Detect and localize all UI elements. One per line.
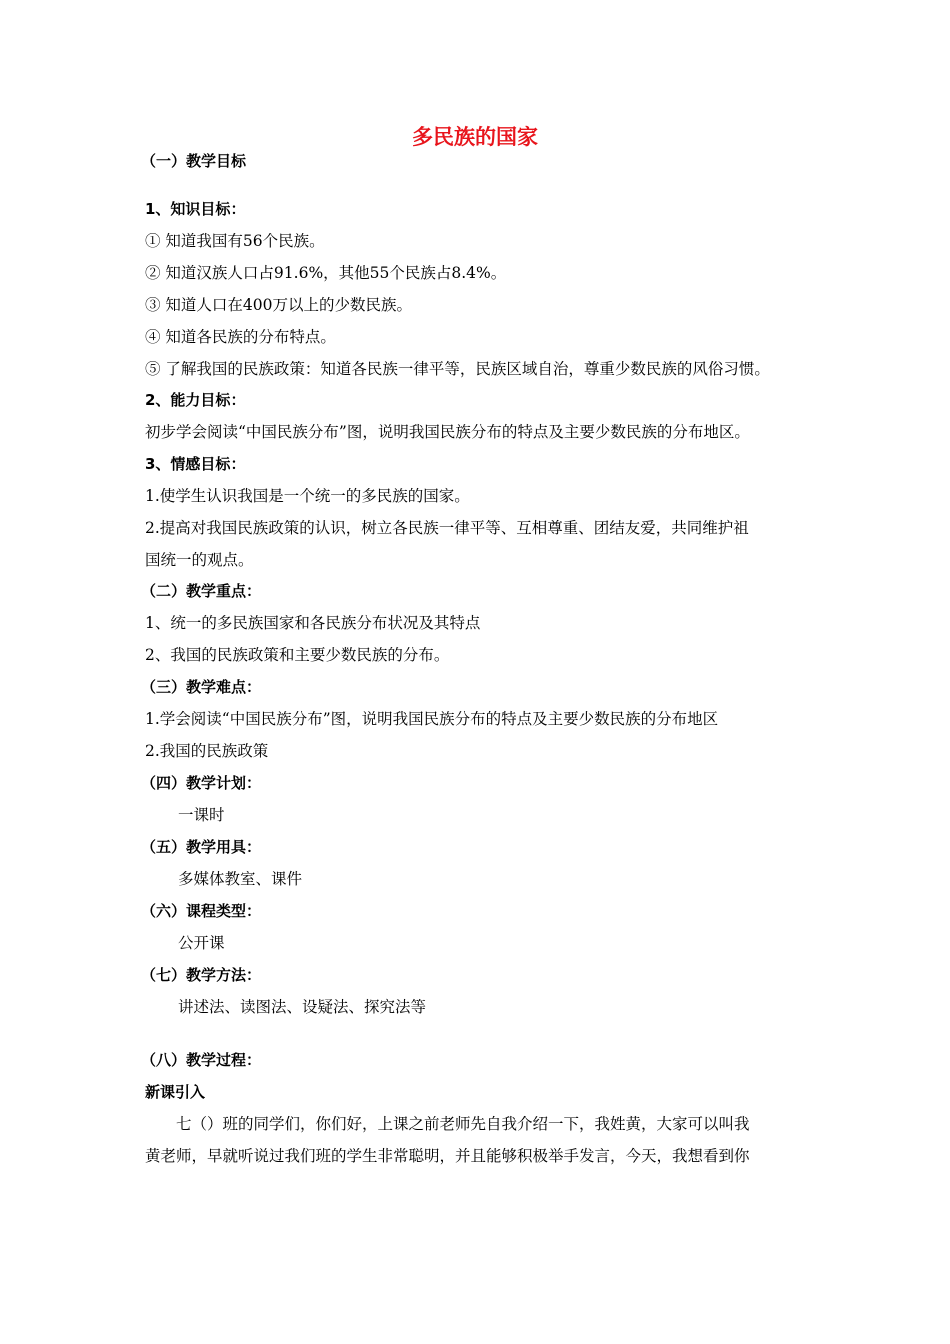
knowledge-item-2: ② 知道汉族人口占91.6%，其他55个民族占8.4%。 xyxy=(145,264,507,282)
section-heading-objectives: （一）教学目标 xyxy=(141,152,247,170)
subheading-introduction: 新课引入 xyxy=(145,1083,206,1101)
section-heading-tools: （五）教学用具： xyxy=(141,838,262,856)
methods-text: 讲述法、读图法、设疑法、探究法等 xyxy=(178,998,427,1016)
difficulty-2: 2.我国的民族政策 xyxy=(145,742,269,760)
key-point-1: 1、统一的多民族国家和各民族分布状况及其特点 xyxy=(145,614,481,632)
section-heading-course-type: （六）课程类型： xyxy=(141,902,262,920)
key-point-2: 2、我国的民族政策和主要少数民族的分布。 xyxy=(145,646,450,664)
section-heading-process: （八）教学过程： xyxy=(141,1051,262,1069)
emotion-item-2-cont: 国统一的观点。 xyxy=(145,551,254,569)
section-heading-key-points: （二）教学重点： xyxy=(141,582,262,600)
subheading-knowledge: 1、知识目标： xyxy=(145,200,246,218)
knowledge-item-1: ① 知道我国有56个民族。 xyxy=(145,232,325,250)
difficulty-1: 1.学会阅读“中国民族分布”图，说明我国民族分布的特点及主要少数民族的分布地区 xyxy=(145,710,719,728)
emotion-item-2: 2.提高对我国民族政策的认识，树立各民族一律平等、互相尊重、团结友爱，共同维护祖 xyxy=(145,519,749,537)
section-heading-plan: （四）教学计划： xyxy=(141,774,262,792)
introduction-paragraph-line-2: 黄老师，早就听说过我们班的学生非常聪明，并且能够积极举手发言，今天，我想看到你 xyxy=(145,1147,750,1165)
knowledge-item-4: ④ 知道各民族的分布特点。 xyxy=(145,328,336,346)
knowledge-item-5: ⑤ 了解我国的民族政策：知道各民族一律平等，民族区域自治，尊重少数民族的风俗习惯。 xyxy=(145,360,770,378)
plan-text: 一课时 xyxy=(178,806,225,824)
course-type-text: 公开课 xyxy=(178,934,225,952)
ability-text: 初步学会阅读“中国民族分布”图，说明我国民族分布的特点及主要少数民族的分布地区。 xyxy=(145,423,750,441)
document-title: 多民族的国家 xyxy=(412,125,538,149)
section-heading-methods: （七）教学方法： xyxy=(141,966,262,984)
subheading-emotion: 3、情感目标： xyxy=(145,455,246,473)
tools-text: 多媒体教室、课件 xyxy=(178,870,303,888)
subheading-ability: 2、能力目标： xyxy=(145,391,246,409)
introduction-paragraph-line-1: 七（）班的同学们，你们好，上课之前老师先自我介绍一下，我姓黄，大家可以叫我 xyxy=(176,1115,750,1133)
knowledge-item-3: ③ 知道人口在400万以上的少数民族。 xyxy=(145,296,413,314)
section-heading-difficulties: （三）教学难点： xyxy=(141,678,262,696)
emotion-item-1: 1.使学生认识我国是一个统一的多民族的国家。 xyxy=(145,487,470,505)
